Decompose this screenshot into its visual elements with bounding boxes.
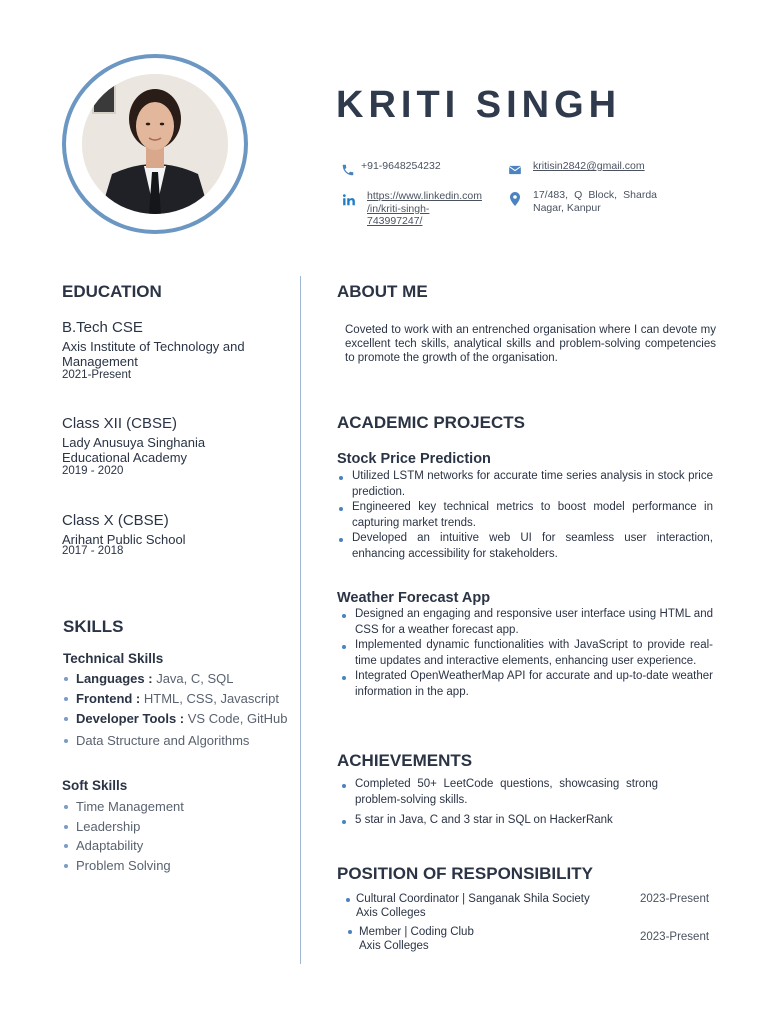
list-item: Adaptability — [62, 838, 184, 858]
projects-heading: ACADEMIC PROJECTS — [337, 413, 525, 432]
list-item: Frontend : HTML, CSS, Javascript — [62, 691, 287, 711]
list-item: Designed an engaging and responsive user interface using HTML and CSS for a weather forecast app. — [340, 607, 713, 638]
about-text: Coveted to work with an entrenched organisation where I can devote my excellent tech skills, analytical skills and problem-solving competencies to promote the growth of the organisation. — [345, 324, 716, 364]
profile-photo — [82, 74, 228, 214]
list-item: Leadership — [62, 819, 184, 839]
location-pin-icon — [509, 192, 523, 206]
responsibility-item — [359, 925, 474, 953]
education-heading: EDUCATION — [62, 282, 162, 301]
column-divider — [300, 276, 301, 964]
project-title: Weather Forecast App — [337, 590, 491, 606]
education-institution: Lady Anusuya Singhania Educational Academy — [62, 435, 206, 465]
phone-icon — [341, 163, 355, 177]
bullet-dot — [348, 930, 352, 934]
responsibility-item — [356, 892, 590, 920]
list-item: Languages : Java, C, SQL — [62, 671, 287, 691]
list-item: Integrated OpenWeatherMap API for accurate and up-to-date weather information in the app. — [340, 669, 713, 700]
address-line-1: 17/483, Q Block, Sharda — [533, 189, 657, 201]
project-bullets — [337, 469, 713, 562]
list-item: Completed 50+ LeetCode questions, showcasing strong problem-solving skills. — [340, 777, 658, 808]
list-item: Developer Tools : VS Code, GitHub — [62, 711, 287, 733]
list-item: Engineered key technical metrics to boost model performance in capturing market trends. — [337, 500, 713, 531]
education-entry — [62, 512, 292, 557]
education-entry — [62, 415, 232, 477]
project-bullets — [340, 607, 713, 700]
achievements-heading: ACHIEVEMENTS — [337, 751, 473, 770]
list-item: Data Structure and Algorithms — [62, 733, 287, 753]
education-institution: Axis Institute of Technology and Management — [62, 339, 245, 369]
education-years: 2017 - 2018 — [62, 545, 124, 557]
linkedin-line-3: 743997247/ — [367, 215, 423, 227]
responsibility-org: Axis Colleges — [356, 907, 426, 919]
achievements-list — [340, 777, 658, 829]
list-item: Implemented dynamic functionalities with JavaScript to provide real-time updates and interactive elements, enhancing user experience. — [340, 638, 713, 669]
responsibility-heading: POSITION OF RESPONSIBILITY — [337, 864, 593, 883]
responsibility-title: Cultural Coordinator | Sanganak Shila Society — [356, 893, 590, 905]
about-heading: ABOUT ME — [337, 282, 428, 301]
responsibility-title: Member | Coding Club — [359, 926, 474, 938]
education-degree: B.Tech CSE — [62, 319, 143, 336]
phone-number[interactable]: +91-9648254232 — [361, 160, 441, 172]
responsibility-org: Axis Colleges — [359, 940, 429, 952]
responsibility-date: 2023-Present — [640, 931, 710, 943]
skills-heading: SKILLS — [63, 617, 124, 636]
bullet-dot — [346, 898, 350, 902]
list-item: Problem Solving — [62, 858, 184, 878]
technical-skills-heading: Technical Skills — [63, 651, 164, 666]
email-link[interactable]: kritisin2842@gmail.com — [533, 160, 645, 172]
linkedin-icon — [342, 193, 356, 207]
education-institution: Arihant Public School — [62, 532, 186, 547]
list-item: Utilized LSTM networks for accurate time series analysis in stock price prediction. — [337, 469, 713, 500]
candidate-name: KRITI SINGH — [336, 84, 622, 126]
soft-skills-list — [62, 799, 184, 877]
list-item: 5 star in Java, C and 3 star in SQL on HackerRank — [340, 813, 658, 829]
linkedin-line-2: /in/kriti-singh- — [367, 202, 430, 215]
education-years: 2021-Present — [62, 369, 132, 381]
responsibility-date: 2023-Present — [640, 893, 710, 905]
education-years: 2019 - 2020 — [62, 465, 124, 477]
email-icon — [508, 163, 522, 177]
address — [533, 189, 657, 214]
linkedin-link[interactable] — [367, 190, 482, 228]
education-degree: Class X (CBSE) — [62, 512, 169, 529]
linkedin-line-1: https://www.linkedin.com — [367, 190, 482, 202]
list-item: Time Management — [62, 799, 184, 819]
list-item: Developed an intuitive web UI for seamless user interaction, enhancing accessibility for stakeholders. — [337, 531, 713, 562]
education-degree: Class XII (CBSE) — [62, 415, 178, 432]
technical-skills-list — [62, 671, 287, 753]
project-title: Stock Price Prediction — [337, 451, 491, 467]
education-entry — [62, 319, 292, 381]
address-line-2: Nagar, Kanpur — [533, 201, 601, 214]
soft-skills-heading: Soft Skills — [62, 778, 128, 793]
